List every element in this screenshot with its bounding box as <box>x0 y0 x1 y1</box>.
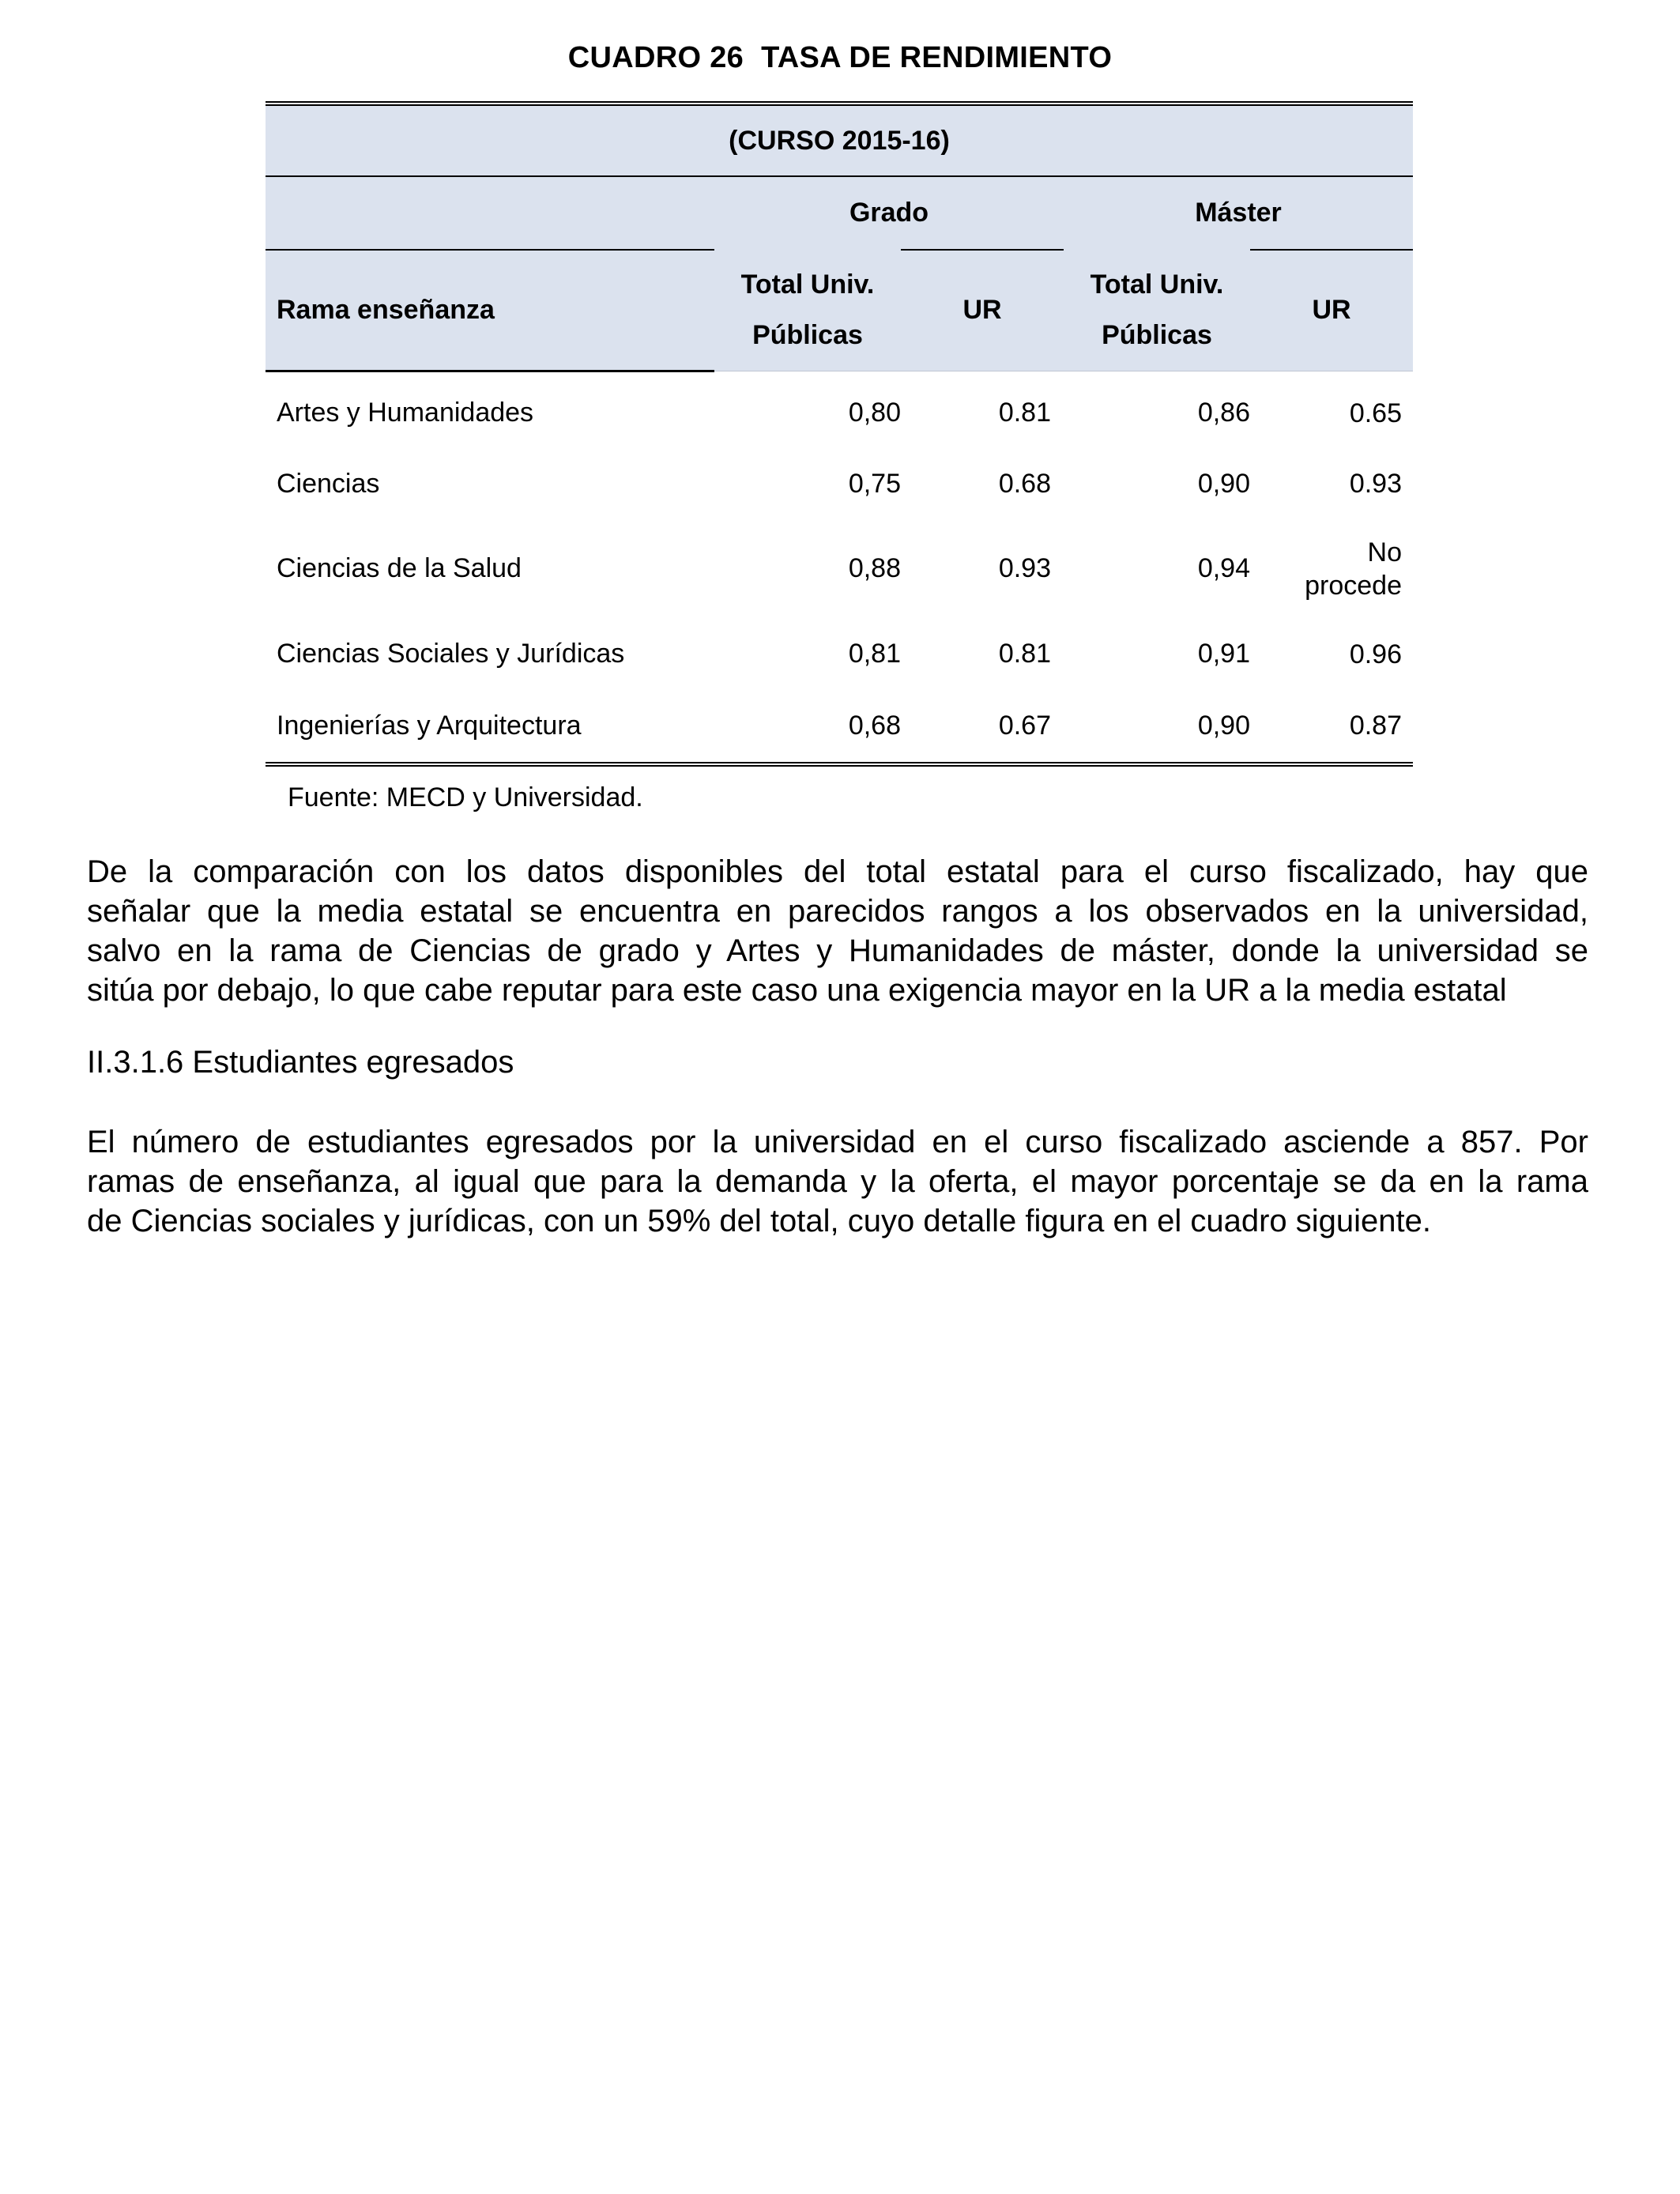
paragraph-comparison: De la comparación con los datos disponibles del total estatal para el curso fiscalizado, hay que señalar que la media estatal se encuentra en parecidos rangos a los observados en la universidad, salvo en la rama de Ciencias de grado y Artes y Humanidades de máster, donde la universidad se sitúa por debajo, lo que cabe reputar para este caso una exigencia mayor en la UR a la media estatal <box>87 854 1588 1008</box>
grado-header: Grado <box>849 198 929 228</box>
section-heading: II.3.1.6 Estudiantes egresados <box>87 1045 514 1080</box>
master-header: Máster <box>1195 198 1282 228</box>
table-body <box>266 371 1413 762</box>
table-header <box>266 106 1413 371</box>
grado-ur-header: UR <box>962 294 1002 325</box>
table-row: Artes y Humanidades 0,80 0.81 0,86 0.65 <box>277 398 1402 428</box>
course-header: (CURSO 2015-16) <box>729 125 950 156</box>
master-ur-header: UR <box>1312 294 1351 325</box>
page-title <box>0 41 1680 75</box>
table-bottom-rule <box>266 762 1413 767</box>
group-header-row <box>266 177 1413 249</box>
table-title: TASA DE RENDIMIENTO <box>761 41 1113 74</box>
table-row: Ciencias Sociales y Jurídicas 0,81 0.81 0,91 0.96 <box>277 639 1402 669</box>
table-row: Ciencias 0,75 0.68 0,90 0.93 <box>277 468 1402 499</box>
master-total-header: Total Univ. Públicas <box>1090 270 1224 350</box>
table-source: Fuente: MECD y Universidad. <box>288 782 643 812</box>
table-row: Ciencias de la Salud 0,88 0.93 0,94 No procede <box>277 537 1402 601</box>
table-row: Ingenierías y Arquitectura 0,68 0.67 0,90 0.87 <box>277 710 1402 741</box>
paragraph-egresados: El número de estudiantes egresados por la universidad en el curso fiscalizado asciende a 857. Por ramas de enseñanza, al igual que para la demanda y la oferta, el mayor porcentaje se da en la rama de Ciencias sociales y jurídicas, con un 59% del total, cuyo detalle figura en el cuadro siguiente. <box>87 1125 1588 1238</box>
rama-column-header: Rama enseñanza <box>277 294 495 325</box>
grado-total-header: Total Univ. Públicas <box>740 270 875 350</box>
rendimiento-table <box>266 101 1413 767</box>
table-number: CUADRO 26 <box>567 41 744 74</box>
column-header-row <box>266 249 1413 371</box>
